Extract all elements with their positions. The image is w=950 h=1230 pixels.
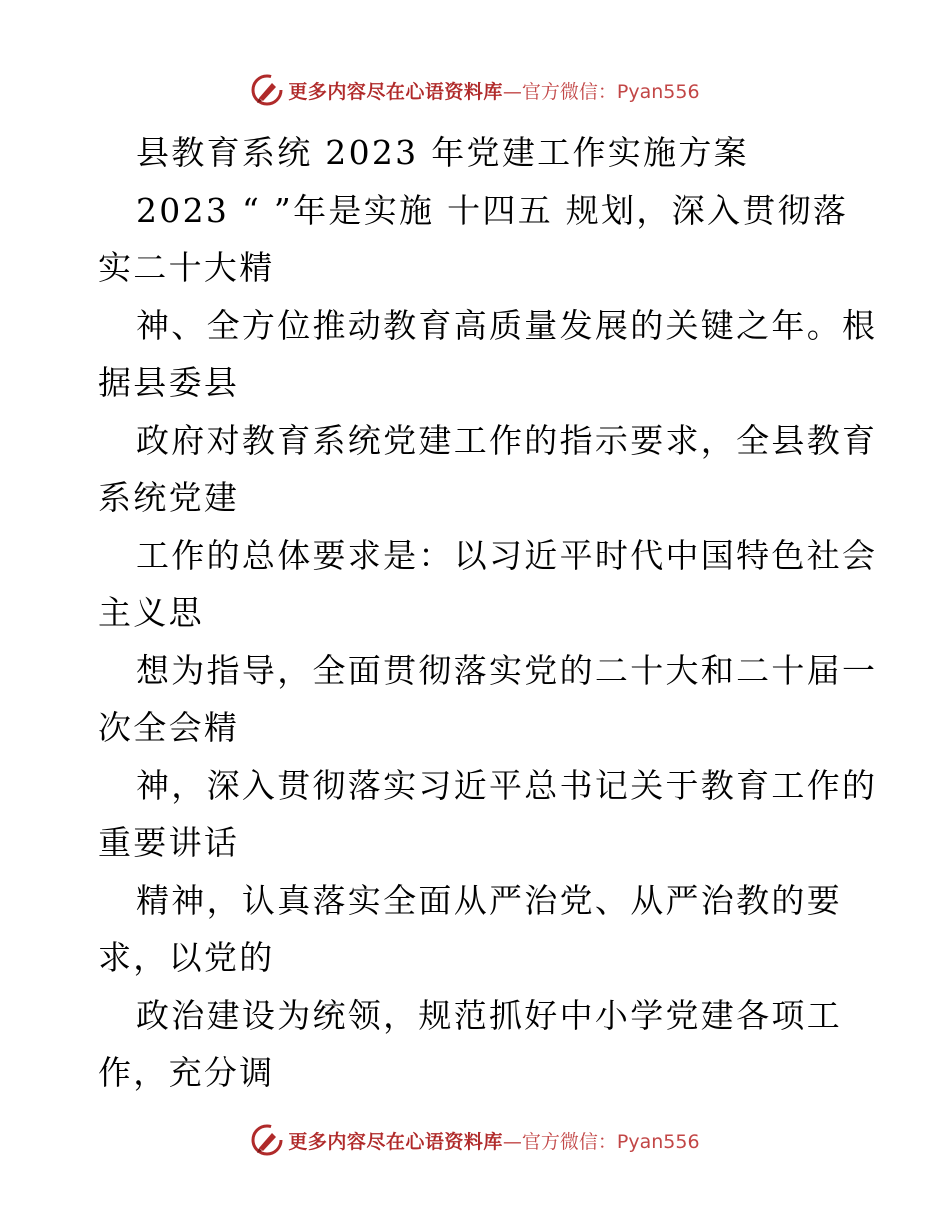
paragraph-line: 实二十大精 bbox=[98, 248, 275, 287]
header-watermark bbox=[0, 70, 950, 110]
pen-logo-icon bbox=[250, 73, 284, 107]
watermark-contact-text: —官方微信：Pyan556 bbox=[502, 80, 700, 103]
document-title: 县教育系统 2023 年党建工作实施方案 bbox=[136, 133, 749, 172]
pen-logo-icon bbox=[250, 1123, 284, 1157]
paragraph-line: 据县委县 bbox=[98, 363, 240, 402]
paragraph-line: 系统党建 bbox=[98, 478, 240, 517]
paragraph-line: 主义思 bbox=[98, 593, 204, 632]
paragraph-line: 政府对教育系统党建工作的指示要求，全县教育 bbox=[136, 420, 878, 460]
paragraph-line: 神、全方位推动教育高质量发展的关键之年。根 bbox=[136, 305, 878, 345]
footer-watermark bbox=[0, 1120, 950, 1160]
paragraph-line: 政治建设为统领，规范抓好中小学党建各项工 bbox=[136, 995, 842, 1035]
paragraph-line: 神，深入贯彻落实习近平总书记关于教育工作的 bbox=[136, 765, 878, 805]
paragraph-line: 求，以党的 bbox=[98, 938, 275, 977]
watermark-contact-text: —官方微信：Pyan556 bbox=[502, 1130, 700, 1153]
paragraph-line: 重要讲话 bbox=[98, 823, 240, 862]
paragraph-line: 想为指导，全面贯彻落实党的二十大和二十届一 bbox=[136, 650, 878, 690]
paragraph-line: 2023 “ ”年是实施 十四五 规划，深入贯彻落 bbox=[136, 190, 849, 230]
paragraph-line: 作，充分调 bbox=[98, 1053, 275, 1092]
paragraph-line: 工作的总体要求是：以习近平时代中国特色社会 bbox=[136, 535, 878, 575]
document-body bbox=[98, 124, 878, 1102]
watermark-site-text: 更多内容尽在心语资料库 bbox=[288, 1130, 503, 1153]
paragraph-line: 精神，认真落实全面从严治党、从严治教的要 bbox=[136, 880, 842, 920]
watermark-site-text: 更多内容尽在心语资料库 bbox=[288, 80, 503, 103]
paragraph-line: 次全会精 bbox=[98, 708, 240, 747]
